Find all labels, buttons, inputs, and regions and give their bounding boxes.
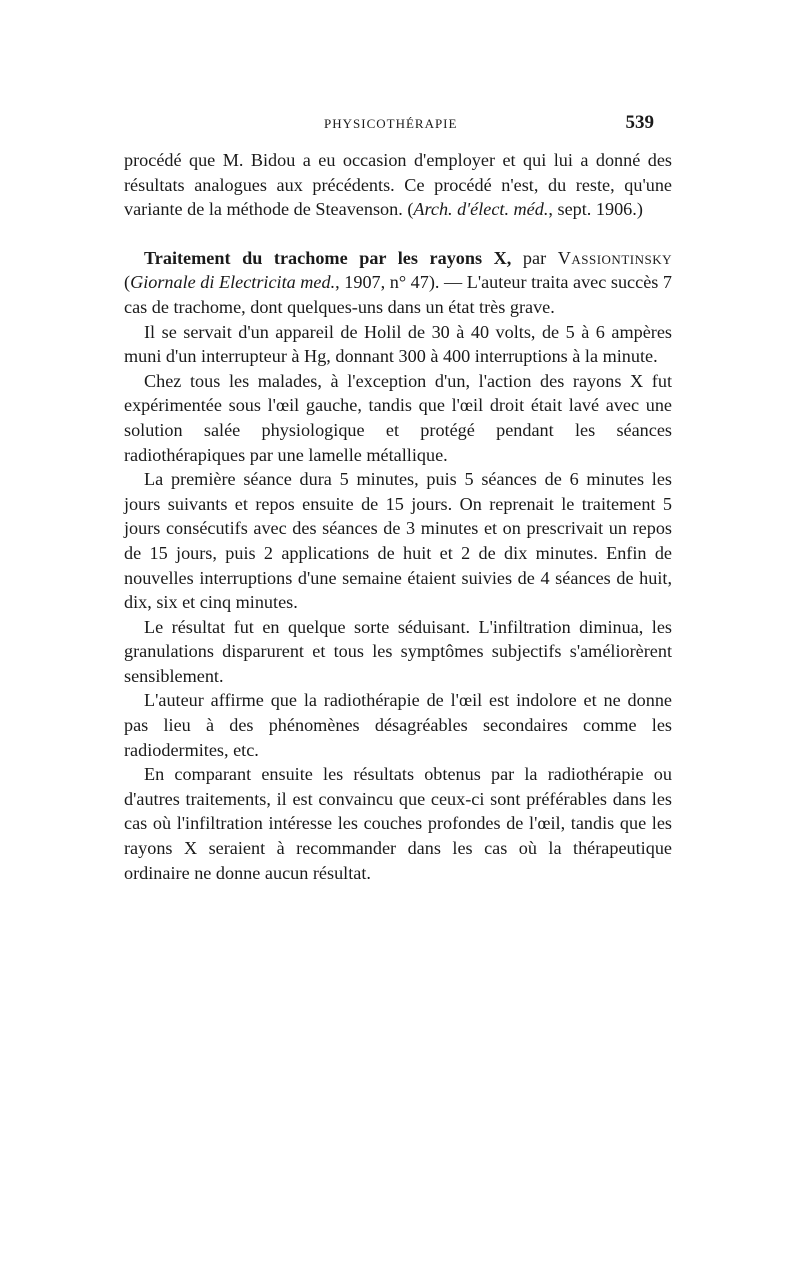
article-title: Traitement du trachome par les rayons X, xyxy=(144,247,512,268)
page-number: 539 xyxy=(625,112,654,133)
continuation-journal: Arch. d'élect. méd. xyxy=(413,199,549,220)
paragraph-method: Chez tous les malades, à l'exception d'un, l'action des rayons X fut expérimentée sous l'œil gauche, tandis que l'œil droit était lavé avec une solution salée physiologique et protégé pendant les séances radiothérapiques par une lamelle métallique. xyxy=(124,370,672,465)
article-ref-details: , 1907, n° 47). — L'auteur traita avec succès 7 cas de trachome, dont quelques-uns dans un état très grave. xyxy=(124,272,672,317)
article-intro-paragraph xyxy=(124,246,672,320)
paragraph-safety: L'auteur affirme que la radiothérapie de l'œil est indolore et ne donne pas lieu à des phénomènes désagréables secondaires comme les radiodermites, etc. xyxy=(124,690,672,760)
article-author: Vassiontinsky xyxy=(557,247,672,268)
running-head xyxy=(124,114,654,138)
continuation-date: , sept. 1906.) xyxy=(548,199,643,220)
page-body xyxy=(124,148,672,885)
paragraph-apparatus: Il se servait d'un appareil de Holil de 30 à 40 volts, de 5 à 6 ampères muni d'un interrupteur à Hg, donnant 300 à 400 interruptions à la minute. xyxy=(124,321,672,367)
paragraph-comparison: En comparant ensuite les résultats obtenus par la radiothérapie ou d'autres traitements, il est convaincu que ceux-ci sont préférables dans les cas où l'infiltration intéresse les couches profondes de l'œil, tandis que les rayons X seraient à recommander dans les cas où la thérapeutique ordinaire ne donne aucun résultat. xyxy=(124,764,672,883)
running-title: PHYSICOTHÉRAPIE xyxy=(324,116,458,131)
article-journal: Giornale di Electricita med. xyxy=(130,272,336,293)
paragraph-result: Le résultat fut en quelque sorte séduisant. L'infiltration diminua, les granulations disparurent et tous les symptômes subjectifs s'améliorèrent sensiblement. xyxy=(124,616,672,686)
paragraph-schedule: La première séance dura 5 minutes, puis 5 séances de 6 minutes les jours suivants et repos ensuite de 15 jours. On reprenait le traitement 5 jours consécutifs avec des séances de 3 minutes et on prescrivait un repos de 15 jours, puis 2 applications de huit et 2 de dix minutes. Enfin de nouvelles interruptions d'une semaine étaient suivies de 4 séances de huit, dix, six et cinq minutes. xyxy=(124,469,672,613)
article-by: par xyxy=(511,247,558,268)
continuation-text: procédé que M. Bidou a eu occasion d'employer et qui lui a donné des résultats analogues aux précédents. Ce procédé n'est, du reste, qu'une variante de la méthode de Steavenson. ( xyxy=(124,150,672,220)
article-ref-open: ( xyxy=(124,272,131,293)
continuation-paragraph xyxy=(124,148,672,222)
